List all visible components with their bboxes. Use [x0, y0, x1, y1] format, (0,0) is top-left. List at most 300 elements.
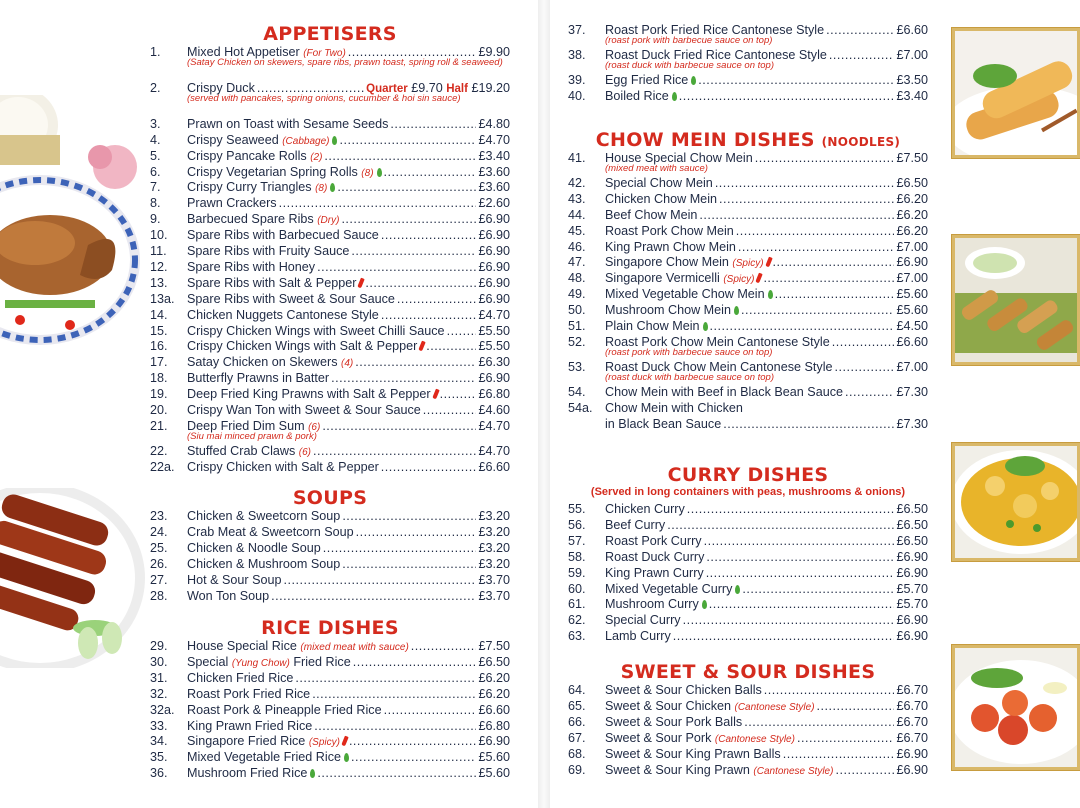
item-number: 22a.	[150, 459, 175, 474]
item-name-text: Chow Mein with Chicken	[605, 400, 743, 415]
menu-item	[568, 175, 928, 191]
item-name	[187, 195, 277, 211]
dot-leaders	[341, 211, 476, 227]
dot-leaders	[279, 195, 477, 211]
item-name-text: Deep Fried King Prawns with Salt & Pepper	[187, 387, 431, 402]
item-name-text: Mushroom Chow Mein	[605, 303, 731, 318]
item-price: £3.20	[478, 540, 510, 555]
item-number: 16.	[150, 339, 168, 354]
item-price: £4.50	[896, 319, 928, 333]
chilli-icon	[419, 341, 426, 352]
item-name-text: King Prawn Chow Mein	[605, 239, 736, 254]
dot-leaders	[699, 207, 894, 223]
item-price: £3.20	[478, 524, 510, 539]
menu-item	[568, 400, 928, 416]
item-name	[605, 682, 762, 698]
menu-item	[150, 116, 510, 132]
item-name-text: Special	[187, 654, 229, 669]
item-price: £6.70	[896, 698, 928, 713]
dot-leaders	[440, 386, 477, 402]
menu-item	[568, 533, 928, 549]
item-name-text: Beef Curry	[605, 517, 666, 532]
item-name	[187, 670, 293, 686]
item-number: 44.	[568, 207, 586, 222]
item-note: (6)	[308, 421, 321, 433]
menu-item	[568, 501, 928, 517]
item-note: (Cantonese Style)	[734, 701, 815, 713]
item-name-text: Roast Duck Fried Rice Cantonese Style	[605, 47, 827, 62]
item-name-text: Spare Ribs with Fruity Sauce	[187, 244, 350, 258]
dot-leaders	[317, 765, 476, 781]
dot-leaders	[736, 223, 895, 239]
item-price: £3.40	[478, 148, 510, 163]
item-number: 65.	[568, 698, 586, 713]
menu-item	[568, 517, 928, 533]
item-price: £6.30	[478, 355, 510, 370]
leaf-icon	[691, 76, 696, 85]
item-price: £6.90	[896, 762, 928, 777]
price-quarter: £9.70	[411, 80, 443, 95]
item-name-text: Crispy Vegetarian Spring Rolls	[187, 164, 358, 179]
item-description: (mixed meat with sauce)	[605, 162, 708, 174]
dot-leaders	[381, 459, 477, 475]
item-name-text: Roast Pork Chow Mein	[605, 223, 734, 238]
item-name-text: Beef Chow Mein	[605, 207, 698, 222]
item-price: £6.20	[896, 207, 928, 222]
item-price: £2.60	[478, 196, 510, 211]
menu-item	[150, 686, 510, 702]
item-name-text: King Prawn Curry	[605, 565, 704, 580]
item-description: (roast pork with barbecue sauce on top)	[605, 34, 773, 46]
menu-item	[150, 733, 510, 749]
item-price: £5.60	[896, 303, 928, 318]
item-number: 59.	[568, 565, 586, 580]
menu-item	[150, 211, 510, 227]
dot-leaders	[323, 540, 477, 556]
item-number: 7.	[150, 180, 161, 195]
item-number: 22.	[150, 443, 168, 458]
menu-item	[568, 565, 928, 581]
item-name-text: Singapore Chow Mein	[605, 255, 729, 270]
item-price: £6.90	[478, 212, 510, 227]
menu-item	[150, 718, 510, 734]
item-name	[187, 323, 445, 339]
section-title	[568, 464, 928, 486]
dot-leaders	[719, 191, 894, 207]
item-price: £5.60	[478, 750, 510, 765]
item-name-text: Crispy Curry Triangles	[187, 180, 312, 195]
menu-item	[568, 270, 928, 286]
item-name-text: Spare Ribs with Sweet & Sour Sauce	[187, 291, 395, 306]
dot-leaders	[679, 88, 895, 104]
item-number: 32.	[150, 686, 168, 701]
leaf-icon	[734, 306, 739, 315]
item-number: 58.	[568, 549, 586, 564]
menu-item	[150, 638, 510, 654]
dot-leaders	[331, 370, 476, 386]
item-name	[187, 338, 424, 354]
item-name	[605, 72, 696, 88]
item-name-text: Stuffed Crab Claws	[187, 443, 296, 458]
menu-item	[150, 654, 510, 670]
dot-leaders	[324, 148, 476, 164]
item-price: £6.90	[896, 565, 928, 580]
item-number: 52.	[568, 334, 586, 349]
menu-item	[568, 762, 928, 778]
menu-item	[150, 307, 510, 323]
menu-item	[150, 243, 510, 259]
item-number: 31.	[150, 670, 168, 685]
item-name	[605, 384, 843, 400]
menu-item	[150, 354, 510, 370]
dot-leaders	[423, 402, 477, 418]
menu-item	[150, 370, 510, 386]
price-half: £19.20	[471, 80, 510, 95]
menu-item	[150, 132, 510, 148]
dot-leaders	[741, 302, 895, 318]
dot-leaders	[744, 714, 894, 730]
item-name	[187, 765, 315, 781]
section-title-text: RICE DISHES	[261, 617, 399, 639]
item-price: £6.90	[896, 746, 928, 761]
menu-item	[150, 540, 510, 556]
item-name	[605, 596, 707, 612]
menu-item	[568, 223, 928, 239]
section-title-text: SOUPS	[292, 487, 368, 509]
item-number: 46.	[568, 239, 586, 254]
dot-leaders	[355, 354, 476, 370]
item-price: £4.80	[478, 116, 510, 131]
item-price: £7.50	[478, 639, 510, 653]
dot-leaders	[426, 338, 476, 354]
menu-item	[568, 88, 928, 104]
item-name	[187, 386, 438, 402]
leaf-icon	[768, 290, 773, 299]
item-number: 55.	[568, 502, 586, 516]
item-number: 20.	[150, 403, 168, 417]
item-number: 60.	[568, 581, 586, 596]
item-name	[187, 749, 349, 765]
item-name-text: Roast Duck Chow Mein Cantonese Style	[605, 359, 833, 374]
price-label-half: Half	[446, 82, 468, 95]
item-name	[605, 581, 740, 597]
menu-item	[568, 628, 928, 644]
section-title	[150, 617, 510, 639]
item-number: 14.	[150, 307, 168, 322]
item-number: 49.	[568, 287, 586, 302]
item-name-text: Chicken Curry	[605, 502, 685, 516]
section-title-text: APPETISERS	[263, 23, 397, 45]
item-price: £4.70	[478, 307, 510, 322]
menu-item	[568, 612, 928, 628]
item-price: £3.70	[478, 588, 510, 603]
photo-spare-ribs	[0, 488, 146, 668]
item-price: £5.70	[896, 581, 928, 596]
item-price: £3.20	[478, 556, 510, 571]
chilli-icon	[432, 389, 439, 400]
item-name-text: Roast Pork Fried Rice Cantonese Style	[605, 23, 825, 37]
menu-item	[150, 670, 510, 686]
item-name-text: Sweet & Sour Pork	[605, 730, 712, 745]
item-number: 1.	[150, 45, 161, 59]
item-number: 36.	[150, 766, 168, 781]
item-number: 15.	[150, 323, 168, 338]
item-price: £6.20	[896, 191, 928, 206]
item-price: £4.70	[478, 132, 510, 147]
item-number: 25.	[150, 540, 168, 555]
item-number: 6.	[150, 164, 161, 179]
item-name-text: Chow Mein with Beef in Black Bean Sauce	[605, 384, 844, 399]
item-name-text: House Special Rice	[187, 639, 297, 653]
item-name-text: Prawn on Toast with Sesame Seeds	[187, 116, 389, 131]
dot-leaders	[704, 533, 895, 549]
item-price: £5.50	[478, 323, 510, 338]
item-name-text: Sweet & Sour King Prawn Balls	[605, 746, 781, 761]
dot-leaders	[706, 565, 895, 581]
dot-leaders	[390, 116, 476, 132]
item-number: 68.	[568, 746, 586, 761]
item-number: 23.	[150, 509, 168, 523]
dot-leaders	[284, 572, 477, 588]
item-description: (served with pancakes, spring onions, cucumber & hoi sin sauce)	[187, 92, 461, 104]
item-price: £3.20	[478, 509, 510, 523]
item-name	[187, 275, 363, 291]
chilli-icon	[341, 736, 348, 747]
menu-item	[150, 459, 510, 475]
item-name-text: Crispy Wan Ton with Sweet & Sour Sauce	[187, 403, 421, 417]
item-number: 34.	[150, 734, 168, 749]
item-number: 51.	[568, 319, 586, 333]
item-name	[187, 259, 315, 275]
item-name	[605, 746, 781, 762]
menu-item	[568, 714, 928, 730]
item-name-text: Spare Ribs with Honey	[187, 259, 316, 274]
item-name	[605, 533, 702, 549]
item-name-text: King Prawn Fried Rice	[187, 718, 313, 733]
item-number: 3.	[150, 116, 161, 131]
item-name-text: Crispy Duck	[187, 80, 255, 95]
item-name-text: Chicken Chow Mein	[605, 191, 717, 206]
item-price: £5.70	[896, 597, 928, 612]
section-title	[150, 487, 510, 509]
dot-leaders	[314, 718, 476, 734]
item-name-text: Chicken & Sweetcorn Soup	[187, 509, 341, 523]
item-note: (Cabbage)	[282, 135, 330, 147]
dot-leaders	[365, 275, 476, 291]
item-name-text: Crispy Chicken with Salt & Pepper	[187, 459, 379, 474]
item-name	[187, 243, 349, 259]
photo-chicken-curry	[952, 443, 1080, 561]
item-number: 63.	[568, 629, 586, 644]
dot-leaders	[706, 549, 894, 565]
item-number: 43.	[568, 191, 586, 206]
item-name	[605, 286, 773, 302]
item-price: £6.70	[896, 714, 928, 729]
item-number: 8.	[150, 196, 161, 211]
section-title-text: CURRY DISHES	[667, 464, 829, 486]
item-price: £6.50	[896, 175, 928, 190]
item-description: (Satay Chicken on skewers, spare ribs, prawn toast, spring roll & seaweed)	[187, 56, 503, 68]
menu-item	[150, 556, 510, 572]
item-price: £6.90	[478, 244, 510, 258]
item-name	[605, 762, 833, 780]
item-name-text: Satay Chicken on Skewers	[187, 355, 338, 370]
item-price: £4.70	[478, 443, 510, 458]
item-name-text: Mixed Vegetable Chow Mein	[605, 287, 765, 302]
item-name	[605, 517, 665, 533]
item-name-text: Roast Pork Fried Rice	[187, 686, 311, 701]
item-description: (roast duck with barbecue sauce on top)	[605, 59, 774, 71]
dot-leaders	[738, 239, 895, 255]
item-name-text: Roast Pork & Pineapple Fried Rice	[187, 702, 382, 717]
section-title-text: CHOW MEIN DISHES	[595, 129, 815, 151]
item-number: 56.	[568, 517, 586, 532]
menu-item	[150, 164, 510, 180]
section-title-text: SWEET & SOUR DISHES	[620, 661, 876, 683]
item-price: £7.00	[896, 239, 928, 254]
item-name	[187, 686, 310, 702]
item-name	[187, 227, 379, 243]
item-price: £6.90	[896, 613, 928, 628]
item-number: 38.	[568, 47, 586, 62]
dot-leaders	[381, 227, 477, 243]
item-price: £6.50	[896, 502, 928, 516]
item-price: £6.50	[896, 533, 928, 548]
item-price: £6.70	[896, 683, 928, 697]
dot-leaders	[381, 307, 477, 323]
item-number: 54.	[568, 384, 586, 399]
item-number: 62.	[568, 613, 586, 628]
menu-item	[150, 148, 510, 164]
dot-leaders	[295, 670, 476, 686]
item-price: £7.00	[896, 47, 928, 62]
item-name	[187, 307, 379, 323]
item-price: £4.60	[478, 403, 510, 417]
item-name-text: Sweet & Sour Chicken	[605, 698, 731, 713]
dot-leaders	[447, 323, 477, 339]
menu-item	[568, 384, 928, 400]
item-number: 29.	[150, 639, 168, 653]
menu-item	[150, 275, 510, 291]
item-name	[187, 508, 340, 524]
menu-item	[568, 682, 928, 698]
item-name	[187, 540, 321, 556]
item-number: 48.	[568, 271, 586, 286]
item-number: 37.	[568, 23, 586, 37]
section-title	[568, 129, 928, 151]
item-name-text: Chicken & Noodle Soup	[187, 540, 321, 555]
item-name-suffix: Fried Rice	[293, 654, 351, 669]
item-note: (6)	[298, 446, 311, 458]
item-name-text: Sweet & Sour Pork Balls	[605, 714, 743, 729]
item-name-text: Roast Pork Curry	[605, 533, 702, 548]
item-name-text: Spare Ribs with Salt & Pepper	[187, 275, 357, 290]
item-name	[605, 239, 736, 255]
item-name	[187, 718, 312, 734]
leaf-icon	[310, 769, 315, 778]
item-number: 13a.	[150, 291, 175, 306]
chilli-icon	[765, 257, 772, 268]
item-number: 5.	[150, 148, 161, 163]
dot-leaders	[351, 749, 476, 765]
item-price: £3.60	[478, 164, 510, 179]
menu-item	[568, 318, 928, 334]
item-name-text: Crab Meat & Sweetcorn Soup	[187, 524, 354, 539]
dot-leaders	[763, 270, 894, 286]
menu-item	[150, 323, 510, 339]
item-price: £6.20	[896, 223, 928, 238]
item-name	[187, 459, 379, 475]
item-name-text: Egg Fried Rice	[605, 72, 689, 87]
item-name-text: Hot & Sour Soup	[187, 572, 282, 587]
item-name-text: Deep Fried Dim Sum	[187, 418, 305, 433]
item-note: (8)	[315, 183, 328, 195]
item-number: 61.	[568, 597, 586, 612]
item-note: (Cantonese Style)	[753, 765, 834, 777]
menu-item	[568, 549, 928, 565]
menu-item	[150, 572, 510, 588]
item-name	[605, 318, 708, 334]
menu-item	[150, 588, 510, 604]
item-name-text: Boiled Rice	[605, 88, 669, 103]
item-name	[187, 370, 329, 386]
menu-item	[150, 702, 510, 718]
item-name	[605, 628, 671, 644]
item-number: 18.	[150, 371, 168, 386]
item-name-text: Mushroom Fried Rice	[187, 766, 308, 781]
item-name-text: Won Ton Soup	[187, 588, 270, 603]
menu-item	[568, 191, 928, 207]
item-number: 35.	[150, 750, 168, 765]
menu-item	[150, 291, 510, 307]
item-name	[605, 88, 677, 104]
item-name	[187, 702, 382, 718]
item-price: £7.30	[896, 416, 928, 431]
item-number: 13.	[150, 275, 168, 290]
chilli-icon	[756, 273, 763, 284]
item-price: £5.60	[478, 766, 510, 781]
item-price: £6.90	[478, 275, 510, 290]
menu-item	[150, 402, 510, 418]
item-name-text: Sweet & Sour King Prawn	[605, 762, 750, 777]
item-name-text: Prawn Crackers	[187, 196, 277, 211]
item-price: £6.90	[896, 255, 928, 270]
menu-item	[568, 254, 928, 270]
item-name-text: Roast Duck Curry	[605, 549, 705, 564]
item-note: (2)	[310, 151, 323, 163]
dot-leaders	[673, 628, 895, 644]
item-number: 54a.	[568, 400, 593, 415]
photo-satay-chicken	[952, 235, 1080, 365]
item-name	[187, 572, 282, 588]
dot-leaders	[384, 702, 477, 718]
item-name	[187, 524, 354, 540]
menu-item	[568, 746, 928, 762]
photo-sweet-sour-chicken	[952, 645, 1080, 770]
section-title	[150, 23, 510, 45]
item-name-text: Mixed Vegetable Fried Rice	[187, 750, 342, 765]
menu-item	[568, 730, 928, 746]
item-price: £6.60	[478, 702, 510, 717]
dot-leaders	[384, 164, 477, 180]
menu-item	[150, 765, 510, 781]
item-name-text: Roast Pork Chow Mein Cantonese Style	[605, 334, 830, 349]
item-name-text: Crispy Chicken Wings with Salt & Pepper	[187, 339, 418, 354]
item-name-text: Plain Chow Mein	[605, 319, 700, 333]
item-description: (Siu mai minced prawn & pork)	[187, 430, 317, 442]
item-number: 30.	[150, 654, 168, 669]
dot-leaders	[342, 556, 476, 572]
